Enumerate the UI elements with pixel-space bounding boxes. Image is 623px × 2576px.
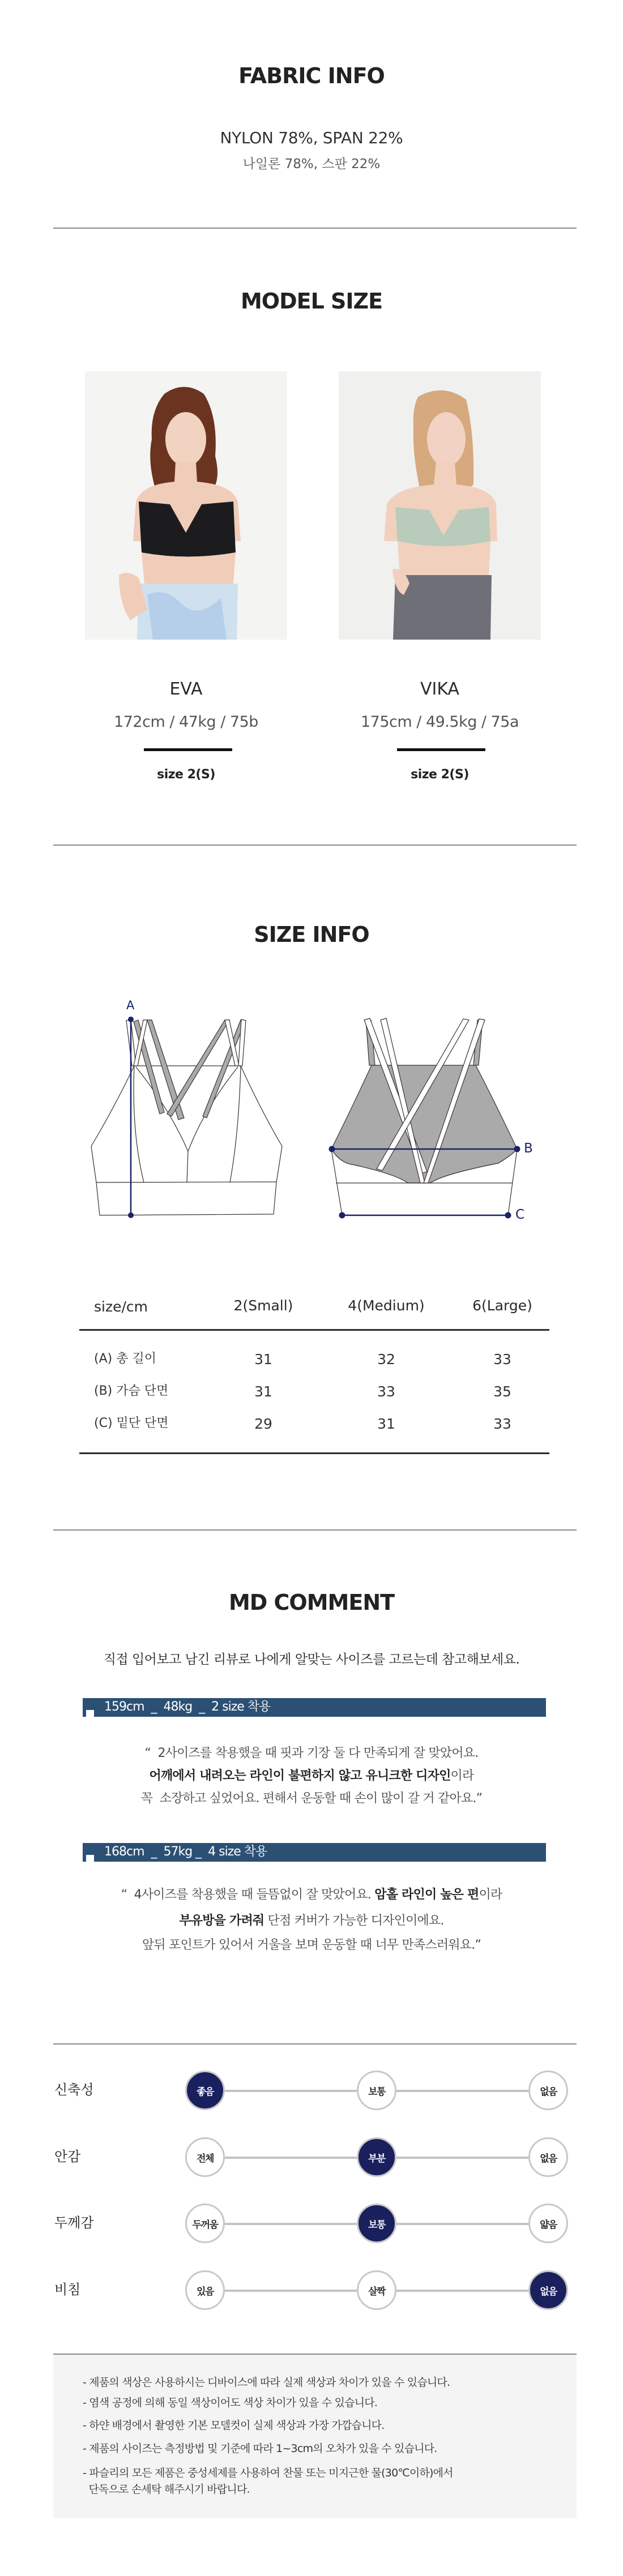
rating-label: 신축성 — [54, 2082, 94, 2098]
rating-option: 없음 — [528, 2137, 568, 2177]
rating-option-selected: 부분 — [357, 2137, 396, 2177]
table-header-large: 6(Large) — [472, 1297, 532, 1314]
rating-option-selected: 좋음 — [185, 2071, 225, 2110]
fabric-composition-en: NYLON 78%, SPAN 22% — [220, 128, 403, 147]
model-measurements-eva: 172cm / 47kg / 75b — [114, 713, 258, 731]
cell-value: 31 — [377, 1416, 395, 1432]
review-line — [0, 1747, 623, 1760]
model-name-vika: VIKA — [420, 679, 460, 699]
note-line: - 파슬리의 모든 제품은 중성세제를 사용하여 찬물 또는 미지근한 물(30℃이하)에서 — [83, 2467, 453, 2479]
bar-notch — [86, 1710, 94, 1717]
rating-option-selected: 보통 — [357, 2204, 396, 2243]
cell-value: 32 — [377, 1351, 395, 1368]
model-divider-bar — [397, 748, 485, 751]
review-header-bar — [83, 1698, 546, 1717]
review-text: 단점 커버가 가능한 디자인이에요. — [264, 1914, 444, 1928]
review-highlight: 암홀 라인이 높은 편 — [374, 1888, 479, 1902]
row-label: (B) 가슴 단면 — [94, 1384, 169, 1398]
note-line: - 하얀 배경에서 촬영한 기본 모델컷이 실제 색상과 가장 가깝습니다. — [83, 2419, 385, 2432]
review-text: 앞뒤 포인트가 있어서 거울을 보며 운동할 때 너무 만족스러워요.” — [142, 1938, 481, 1952]
review-line — [0, 1915, 623, 1927]
review-text: “ 4사이즈를 착용했을 때 들뜸없이 잘 맞았어요. — [121, 1888, 375, 1902]
bar-notch — [86, 1855, 94, 1862]
model-size-vika: size 2(S) — [411, 768, 469, 782]
rating-option-selected: 없음 — [528, 2270, 568, 2310]
cell-value: 31 — [254, 1383, 272, 1400]
section-divider — [53, 2043, 577, 2044]
md-comment-subtitle: 직접 입어보고 남긴 리뷰로 나에게 알맞는 사이즈를 고르는데 참고해보세요. — [103, 1652, 520, 1667]
rating-option: 두꺼움 — [185, 2204, 225, 2243]
bra-back-diagram — [326, 1013, 524, 1223]
rating-label: 비침 — [54, 2282, 81, 2298]
review-highlight: 어깨에서 내려오는 라인이 불편하지 않고 유니크한 디자인 — [149, 1769, 451, 1783]
md-comment-title: MD COMMENT — [228, 1590, 395, 1615]
model-photo-eva — [85, 371, 287, 640]
review-line — [0, 1770, 623, 1782]
section-divider — [53, 228, 577, 229]
table-header-size: size/cm — [94, 1298, 148, 1315]
bra-front-diagram — [85, 996, 295, 1228]
size-info-title: SIZE INFO — [254, 922, 369, 947]
table-header-small: 2(Small) — [233, 1297, 293, 1314]
cell-value: 31 — [254, 1351, 272, 1368]
review-line — [0, 1793, 623, 1805]
section-divider — [53, 1529, 577, 1531]
rating-option: 전체 — [185, 2137, 225, 2177]
cell-value: 33 — [493, 1351, 511, 1368]
rating-option: 살짝 — [357, 2270, 396, 2310]
review-header-bar — [83, 1843, 546, 1862]
model-measurements-vika: 175cm / 49.5kg / 75a — [361, 713, 519, 731]
review-header: 159cm _ 48kg _ 2 size 착용 — [104, 1700, 271, 1714]
measure-label-c: C — [515, 1207, 525, 1222]
model-divider-bar — [144, 748, 232, 751]
table-header-medium: 4(Medium) — [348, 1297, 425, 1314]
cell-value: 33 — [377, 1383, 395, 1400]
review-line — [0, 1939, 623, 1952]
review-line — [0, 1889, 623, 1901]
review-highlight: 부유방을 가려줘 — [179, 1914, 264, 1928]
note-line: - 염색 공정에 의해 동일 색상이어도 색상 차이가 있을 수 있습니다. — [83, 2397, 378, 2409]
fabric-info-title: FABRIC INFO — [238, 63, 385, 88]
review-text: 이라 — [450, 1769, 474, 1783]
table-bottom-rule — [79, 1452, 549, 1454]
cell-value: 29 — [254, 1416, 272, 1432]
row-label: (C) 밑단 단면 — [94, 1416, 169, 1430]
note-line: 단독으로 손세탁 해주시기 바랍니다. — [83, 2483, 250, 2496]
measure-label-a: A — [126, 998, 135, 1012]
table-top-rule — [79, 1329, 549, 1331]
model-size-eva: size 2(S) — [157, 768, 215, 782]
note-line: - 제품의 사이즈는 측정방법 및 기준에 따라 1~3cm의 오차가 있을 수 있습니다. — [83, 2442, 437, 2455]
review-text: 꼭 소장하고 싶었어요. 편해서 운동할 때 손이 많이 갈 거 같아요.” — [140, 1791, 483, 1806]
cell-value: 33 — [493, 1416, 511, 1432]
row-label: (A) 총 길이 — [94, 1352, 156, 1366]
review-text: 이라 — [479, 1888, 502, 1902]
rating-option: 있음 — [185, 2270, 225, 2310]
model-vika-illustration — [339, 371, 541, 640]
model-eva-illustration — [85, 371, 287, 640]
note-line: - 제품의 색상은 사용하시는 디바이스에 따라 실제 색상과 차이가 있을 수 있습니다. — [83, 2376, 450, 2389]
model-size-title: MODEL SIZE — [240, 289, 383, 314]
model-photo-vika — [339, 371, 541, 640]
rating-label: 두께감 — [54, 2215, 94, 2231]
fabric-composition-ko: 나일론 78%, 스판 22% — [242, 157, 381, 172]
section-divider — [53, 845, 577, 846]
review-header: 168cm _ 57kg _ 4 size 착용 — [104, 1845, 267, 1859]
model-name-eva: EVA — [169, 679, 203, 699]
rating-label: 안감 — [54, 2149, 81, 2164]
rating-option: 얇음 — [528, 2204, 568, 2243]
rating-option: 보통 — [357, 2071, 396, 2110]
review-text: “ 2사이즈를 착용했을 때 핏과 기장 둘 다 만족되게 잘 맞았어요. — [144, 1746, 479, 1760]
cell-value: 35 — [493, 1383, 511, 1400]
measure-label-b: B — [524, 1141, 533, 1156]
care-notes-box — [53, 2354, 577, 2518]
rating-option: 없음 — [528, 2071, 568, 2110]
